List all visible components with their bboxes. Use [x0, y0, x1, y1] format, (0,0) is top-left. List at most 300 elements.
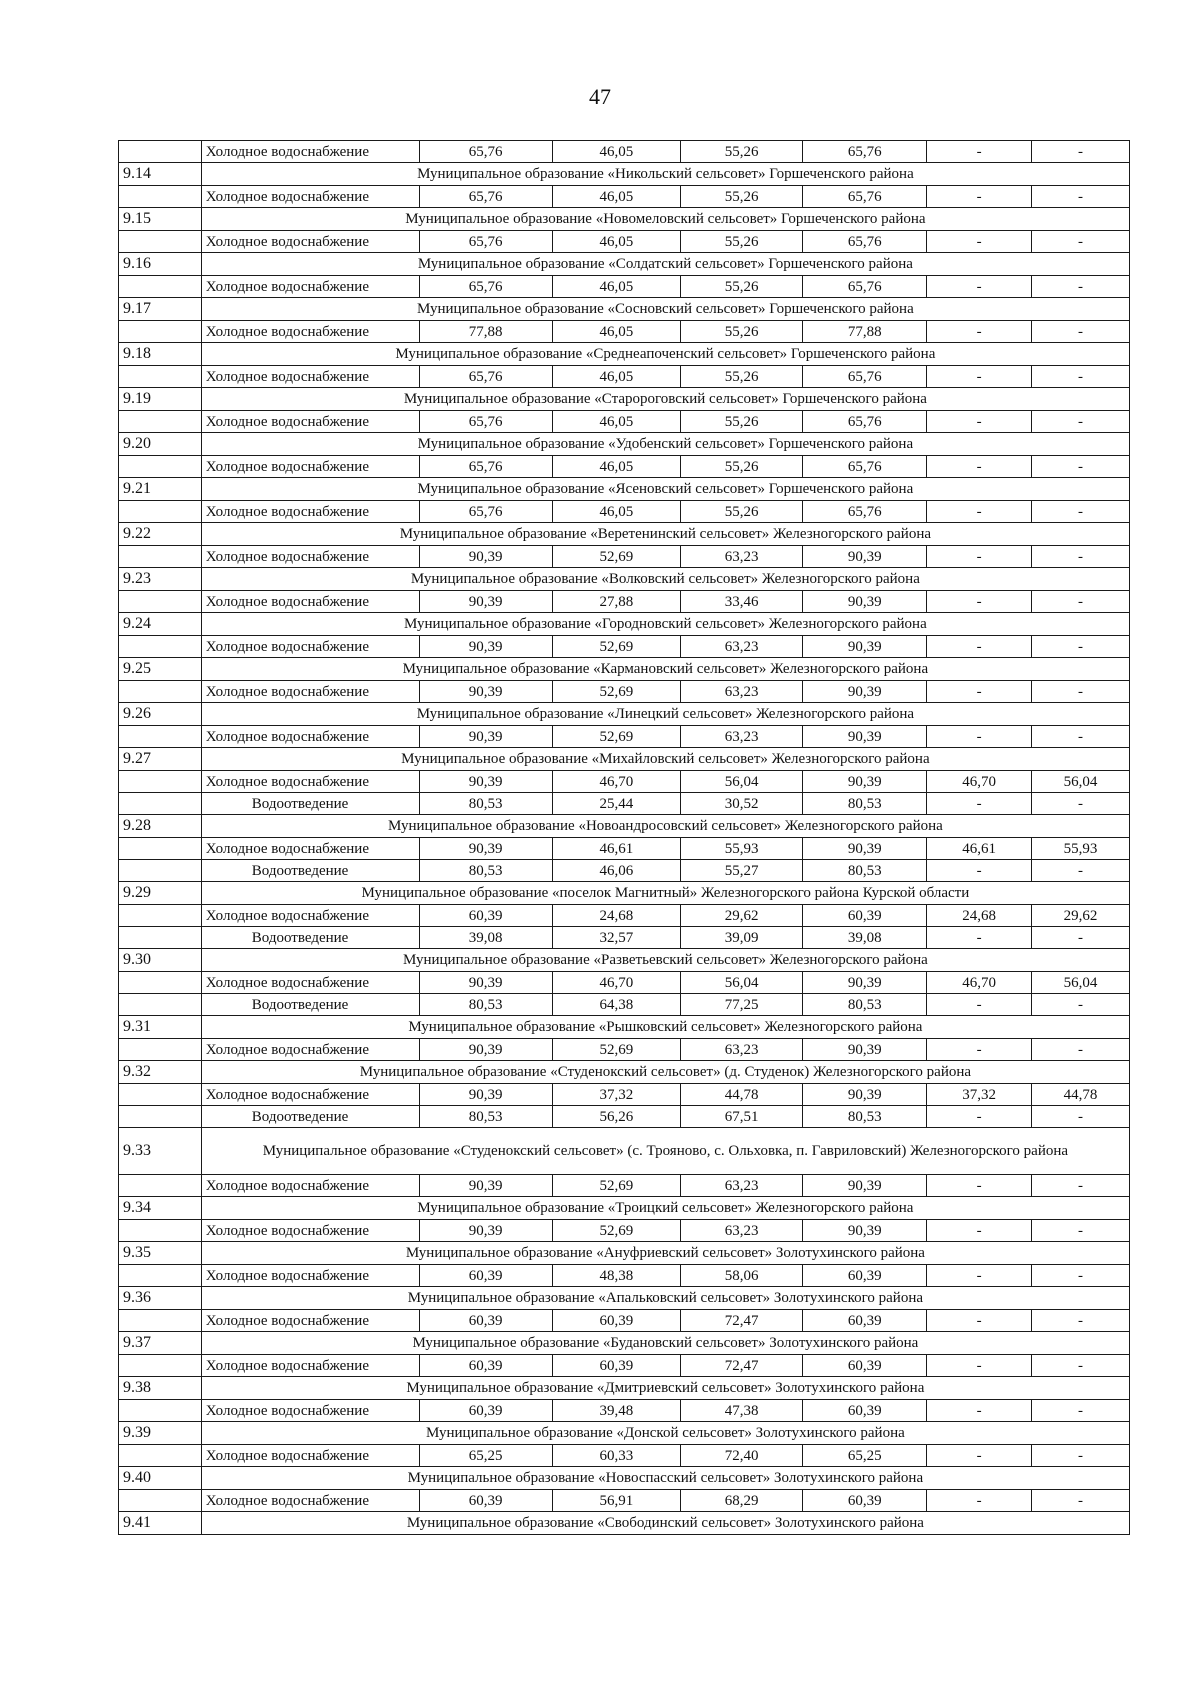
tariff-value: 90,39 — [803, 972, 927, 994]
municipality-title: Муниципальное образование «Студенокский сельсовет» (с. Трояново, с. Ольховка, п. Гавриловский) Железногорского района — [201, 1128, 1129, 1175]
empty-number-cell — [119, 321, 202, 343]
service-label: Холодное водоснабжение — [201, 905, 419, 927]
service-label: Холодное водоснабжение — [201, 636, 419, 658]
tariff-value: 55,26 — [681, 186, 803, 208]
service-label: Холодное водоснабжение — [201, 771, 419, 793]
tariff-value: 60,39 — [803, 905, 927, 927]
tariff-value: 90,39 — [803, 1220, 927, 1242]
tariff-value: - — [1031, 186, 1129, 208]
tariff-value: 90,39 — [419, 636, 552, 658]
tariff-value: 90,39 — [419, 1175, 552, 1197]
item-number: 9.30 — [119, 949, 202, 972]
empty-number-cell — [119, 636, 202, 658]
tariff-value: 48,38 — [552, 1265, 681, 1287]
service-row — [119, 972, 1130, 994]
tariff-value: 80,53 — [419, 994, 552, 1016]
tariff-value: 24,68 — [927, 905, 1032, 927]
tariff-value: 65,76 — [419, 231, 552, 253]
tariff-value: - — [1031, 1220, 1129, 1242]
item-number: 9.33 — [119, 1128, 202, 1175]
municipality-title: Муниципальное образование «Сосновский сельсовет» Горшеченского района — [201, 298, 1129, 321]
tariff-value: - — [927, 1355, 1032, 1377]
item-number: 9.20 — [119, 433, 202, 456]
service-row — [119, 231, 1130, 253]
tariff-value: 60,39 — [803, 1490, 927, 1512]
service-row — [119, 771, 1130, 793]
service-row — [119, 1039, 1130, 1061]
service-row — [119, 681, 1130, 703]
service-label: Холодное водоснабжение — [201, 1490, 419, 1512]
tariff-value: 27,88 — [552, 591, 681, 613]
empty-number-cell — [119, 1355, 202, 1377]
empty-number-cell — [119, 793, 202, 815]
municipality-row — [119, 1242, 1130, 1265]
tariff-value: - — [1031, 1039, 1129, 1061]
tariff-value: 63,23 — [681, 546, 803, 568]
tariff-value: - — [1031, 1355, 1129, 1377]
tariff-value: 90,39 — [419, 546, 552, 568]
tariff-value: 46,06 — [552, 860, 681, 882]
empty-number-cell — [119, 231, 202, 253]
service-row — [119, 411, 1130, 433]
tariff-value: 65,76 — [419, 366, 552, 388]
empty-number-cell — [119, 994, 202, 1016]
empty-number-cell — [119, 1490, 202, 1512]
tariff-value: 37,32 — [927, 1084, 1032, 1106]
tariff-value: 60,39 — [803, 1400, 927, 1422]
service-label: Холодное водоснабжение — [201, 1445, 419, 1467]
item-number: 9.19 — [119, 388, 202, 411]
tariff-value: 58,06 — [681, 1265, 803, 1287]
tariff-value: - — [1031, 636, 1129, 658]
municipality-row — [119, 613, 1130, 636]
tariff-value: 67,51 — [681, 1106, 803, 1128]
tariff-value: 80,53 — [419, 1106, 552, 1128]
tariff-value: 52,69 — [552, 681, 681, 703]
municipality-title: Муниципальное образование «Донской сельсовет» Золотухинского района — [201, 1422, 1129, 1445]
tariff-value: 90,39 — [803, 1084, 927, 1106]
tariff-value: - — [1031, 1445, 1129, 1467]
empty-number-cell — [119, 1220, 202, 1242]
service-row — [119, 1355, 1130, 1377]
service-label: Холодное водоснабжение — [201, 1039, 419, 1061]
service-row — [119, 141, 1130, 163]
tariff-value: - — [927, 411, 1032, 433]
tariff-value: 90,39 — [419, 726, 552, 748]
item-number: 9.31 — [119, 1016, 202, 1039]
item-number: 9.14 — [119, 163, 202, 186]
tariff-value: 90,39 — [803, 771, 927, 793]
service-label: Водоотведение — [201, 927, 419, 949]
tariff-value: 90,39 — [803, 591, 927, 613]
tariff-value: 65,76 — [803, 366, 927, 388]
service-label: Холодное водоснабжение — [201, 838, 419, 860]
tariff-value: 63,23 — [681, 636, 803, 658]
tariff-value: - — [927, 1175, 1032, 1197]
tariff-value: - — [1031, 1310, 1129, 1332]
tariff-value: 65,25 — [803, 1445, 927, 1467]
municipality-title: Муниципальное образование «Свободинский сельсовет» Золотухинского района — [201, 1512, 1129, 1535]
empty-number-cell — [119, 1039, 202, 1061]
empty-number-cell — [119, 591, 202, 613]
service-label: Холодное водоснабжение — [201, 366, 419, 388]
empty-number-cell — [119, 1310, 202, 1332]
municipality-row — [119, 253, 1130, 276]
tariff-value: 46,61 — [552, 838, 681, 860]
tariff-value: 46,05 — [552, 501, 681, 523]
service-label: Водоотведение — [201, 1106, 419, 1128]
tariff-value: - — [927, 1445, 1032, 1467]
municipality-row — [119, 1197, 1130, 1220]
tariff-value: 46,05 — [552, 141, 681, 163]
municipality-title: Муниципальное образование «Новоандросовский сельсовет» Железногорского района — [201, 815, 1129, 838]
tariff-value: 60,39 — [419, 1400, 552, 1422]
tariff-value: - — [927, 321, 1032, 343]
tariff-value: 55,27 — [681, 860, 803, 882]
tariff-value: 65,76 — [419, 411, 552, 433]
empty-number-cell — [119, 456, 202, 478]
service-row — [119, 1310, 1130, 1332]
municipality-row — [119, 568, 1130, 591]
item-number: 9.38 — [119, 1377, 202, 1400]
tariff-value: 55,26 — [681, 366, 803, 388]
tariff-value: 29,62 — [681, 905, 803, 927]
empty-number-cell — [119, 186, 202, 208]
tariff-value: 60,39 — [552, 1310, 681, 1332]
item-number: 9.18 — [119, 343, 202, 366]
municipality-row — [119, 433, 1130, 456]
service-label: Холодное водоснабжение — [201, 591, 419, 613]
tariff-value: 90,39 — [419, 681, 552, 703]
tariff-value: 46,70 — [552, 972, 681, 994]
tariff-value: - — [927, 1490, 1032, 1512]
municipality-title: Муниципальное образование «Веретенинский сельсовет» Железногорского района — [201, 523, 1129, 546]
municipality-row — [119, 523, 1130, 546]
tariff-value: - — [927, 681, 1032, 703]
tariff-value: 65,76 — [803, 276, 927, 298]
service-label: Холодное водоснабжение — [201, 186, 419, 208]
municipality-title: Муниципальное образование «Удобенский сельсовет» Горшеченского района — [201, 433, 1129, 456]
empty-number-cell — [119, 546, 202, 568]
tariff-value: 25,44 — [552, 793, 681, 815]
tariff-value: 55,26 — [681, 276, 803, 298]
empty-number-cell — [119, 681, 202, 703]
tariff-value: 90,39 — [803, 838, 927, 860]
tariff-value: 90,39 — [419, 771, 552, 793]
municipality-row — [119, 478, 1130, 501]
municipality-row — [119, 748, 1130, 771]
item-number: 9.32 — [119, 1061, 202, 1084]
service-row — [119, 994, 1130, 1016]
municipality-title: Муниципальное образование «Городновский сельсовет» Железногорского района — [201, 613, 1129, 636]
tariff-value: 60,39 — [552, 1355, 681, 1377]
tariff-value: 60,33 — [552, 1445, 681, 1467]
empty-number-cell — [119, 927, 202, 949]
tariff-value: - — [927, 726, 1032, 748]
tariff-value: 46,05 — [552, 366, 681, 388]
tariff-value: 90,39 — [803, 1039, 927, 1061]
tariff-value: 90,39 — [419, 972, 552, 994]
service-label: Холодное водоснабжение — [201, 546, 419, 568]
tariff-value: 90,39 — [803, 1175, 927, 1197]
tariff-value: 63,23 — [681, 1175, 803, 1197]
service-row — [119, 1265, 1130, 1287]
tariff-value: 68,29 — [681, 1490, 803, 1512]
tariff-value: 56,04 — [681, 771, 803, 793]
tariff-value: - — [927, 927, 1032, 949]
municipality-row — [119, 658, 1130, 681]
tariff-value: - — [927, 231, 1032, 253]
tariff-value: - — [1031, 456, 1129, 478]
service-label: Холодное водоснабжение — [201, 321, 419, 343]
service-label: Холодное водоснабжение — [201, 1310, 419, 1332]
service-row — [119, 1175, 1130, 1197]
tariff-value: 60,39 — [419, 1490, 552, 1512]
service-row — [119, 456, 1130, 478]
municipality-row — [119, 1061, 1130, 1084]
empty-number-cell — [119, 838, 202, 860]
tariff-value: - — [927, 366, 1032, 388]
tariff-value: 55,26 — [681, 456, 803, 478]
municipality-row — [119, 1512, 1130, 1535]
tariff-value: 60,39 — [419, 1265, 552, 1287]
service-label: Холодное водоснабжение — [201, 501, 419, 523]
service-label: Холодное водоснабжение — [201, 456, 419, 478]
empty-number-cell — [119, 1445, 202, 1467]
tariff-value: 55,93 — [1031, 838, 1129, 860]
tariff-value: 80,53 — [419, 793, 552, 815]
tariff-value: 56,04 — [681, 972, 803, 994]
empty-number-cell — [119, 726, 202, 748]
tariff-value: 77,25 — [681, 994, 803, 1016]
tariff-value: 77,88 — [419, 321, 552, 343]
municipality-title: Муниципальное образование «Разветьевский сельсовет» Железногорского района — [201, 949, 1129, 972]
empty-number-cell — [119, 1106, 202, 1128]
item-number: 9.39 — [119, 1422, 202, 1445]
municipality-title: Муниципальное образование «Ясеновский сельсовет» Горшеченского района — [201, 478, 1129, 501]
municipality-row — [119, 1377, 1130, 1400]
municipality-title: Муниципальное образование «Линецкий сельсовет» Железногорского района — [201, 703, 1129, 726]
municipality-row — [119, 298, 1130, 321]
service-row — [119, 186, 1130, 208]
item-number: 9.24 — [119, 613, 202, 636]
item-number: 9.25 — [119, 658, 202, 681]
service-row — [119, 860, 1130, 882]
municipality-title: Муниципальное образование «Рышковский сельсовет» Железногорского района — [201, 1016, 1129, 1039]
tariff-value: 65,76 — [419, 456, 552, 478]
tariff-value: - — [1031, 1175, 1129, 1197]
tariff-value: - — [1031, 1265, 1129, 1287]
tariff-value: - — [1031, 366, 1129, 388]
tariff-value: - — [1031, 860, 1129, 882]
tariff-value: 65,76 — [803, 231, 927, 253]
tariff-value: 65,25 — [419, 1445, 552, 1467]
tariff-value: - — [927, 1310, 1032, 1332]
tariff-value: - — [927, 1265, 1032, 1287]
tariff-value: 90,39 — [803, 726, 927, 748]
service-row — [119, 276, 1130, 298]
item-number: 9.16 — [119, 253, 202, 276]
tariff-value: 65,76 — [419, 501, 552, 523]
tariff-value: 65,76 — [803, 501, 927, 523]
tariff-value: 24,68 — [552, 905, 681, 927]
tariff-value: 46,05 — [552, 276, 681, 298]
table-body — [119, 141, 1130, 1535]
item-number: 9.40 — [119, 1467, 202, 1490]
municipality-title: Муниципальное образование «Студенокский сельсовет» (д. Студенок) Железногорского района — [201, 1061, 1129, 1084]
empty-number-cell — [119, 411, 202, 433]
tariff-value: 90,39 — [419, 591, 552, 613]
tariff-value: - — [927, 793, 1032, 815]
tariff-value: 63,23 — [681, 1039, 803, 1061]
empty-number-cell — [119, 1084, 202, 1106]
tariff-value: 77,88 — [803, 321, 927, 343]
tariff-value: 46,70 — [927, 771, 1032, 793]
tariff-value: - — [927, 1220, 1032, 1242]
tariff-value: - — [1031, 681, 1129, 703]
tariff-value: 80,53 — [419, 860, 552, 882]
item-number: 9.41 — [119, 1512, 202, 1535]
empty-number-cell — [119, 771, 202, 793]
tariff-value: 32,57 — [552, 927, 681, 949]
tariff-value: 56,91 — [552, 1490, 681, 1512]
tariff-value: 46,70 — [552, 771, 681, 793]
municipality-row — [119, 1287, 1130, 1310]
tariff-value: 63,23 — [681, 681, 803, 703]
tariff-value: 80,53 — [803, 994, 927, 1016]
tariff-value: 90,39 — [419, 1220, 552, 1242]
tariff-value: 65,76 — [803, 411, 927, 433]
tariff-value: - — [927, 501, 1032, 523]
tariff-value: - — [927, 1400, 1032, 1422]
tariff-value: 55,26 — [681, 141, 803, 163]
tariff-value: 37,32 — [552, 1084, 681, 1106]
tariff-value: - — [1031, 591, 1129, 613]
tariff-value: 60,39 — [803, 1265, 927, 1287]
tariff-value: - — [927, 276, 1032, 298]
tariff-value: 46,05 — [552, 231, 681, 253]
service-label: Холодное водоснабжение — [201, 1355, 419, 1377]
tariff-value: 55,93 — [681, 838, 803, 860]
municipality-row — [119, 1332, 1130, 1355]
tariff-value: 60,39 — [419, 905, 552, 927]
tariff-value: 29,62 — [1031, 905, 1129, 927]
tariff-value: 72,47 — [681, 1310, 803, 1332]
tariff-value: - — [1031, 994, 1129, 1016]
municipality-title: Муниципальное образование «Апальковский сельсовет» Золотухинского района — [201, 1287, 1129, 1310]
tariff-value: 52,69 — [552, 546, 681, 568]
tariff-value: 90,39 — [419, 1039, 552, 1061]
service-row — [119, 927, 1130, 949]
service-row — [119, 636, 1130, 658]
municipality-row — [119, 949, 1130, 972]
service-row — [119, 1400, 1130, 1422]
tariff-value: 56,26 — [552, 1106, 681, 1128]
tariff-value: 55,26 — [681, 501, 803, 523]
tariff-value: - — [1031, 927, 1129, 949]
tariff-value: 80,53 — [803, 860, 927, 882]
tariff-value: 56,04 — [1031, 972, 1129, 994]
tariff-value: - — [1031, 726, 1129, 748]
tariff-value: 44,78 — [681, 1084, 803, 1106]
item-number: 9.37 — [119, 1332, 202, 1355]
municipality-row — [119, 1467, 1130, 1490]
service-label: Холодное водоснабжение — [201, 411, 419, 433]
municipality-row — [119, 882, 1130, 905]
empty-number-cell — [119, 1265, 202, 1287]
tariff-value: 30,52 — [681, 793, 803, 815]
page-number: 47 — [589, 84, 611, 109]
tariff-value: 46,05 — [552, 186, 681, 208]
service-row — [119, 591, 1130, 613]
municipality-row — [119, 388, 1130, 411]
tariff-value: 44,78 — [1031, 1084, 1129, 1106]
tariff-value: 64,38 — [552, 994, 681, 1016]
tariff-value: 90,39 — [803, 681, 927, 703]
tariff-value: 72,47 — [681, 1355, 803, 1377]
tariff-value: 90,39 — [803, 636, 927, 658]
municipality-row — [119, 1128, 1130, 1175]
empty-number-cell — [119, 860, 202, 882]
tariff-value: 52,69 — [552, 1175, 681, 1197]
tariff-value: 65,76 — [803, 186, 927, 208]
service-row — [119, 366, 1130, 388]
municipality-title: Муниципальное образование «Михайловский сельсовет» Железногорского района — [201, 748, 1129, 771]
item-number: 9.27 — [119, 748, 202, 771]
tariff-value: - — [1031, 546, 1129, 568]
service-row — [119, 838, 1130, 860]
item-number: 9.34 — [119, 1197, 202, 1220]
tariff-value: - — [927, 860, 1032, 882]
tariff-value: 65,76 — [419, 276, 552, 298]
tariff-value: 80,53 — [803, 793, 927, 815]
item-number: 9.35 — [119, 1242, 202, 1265]
empty-number-cell — [119, 905, 202, 927]
service-label: Холодное водоснабжение — [201, 1400, 419, 1422]
municipality-row — [119, 703, 1130, 726]
service-label: Холодное водоснабжение — [201, 1220, 419, 1242]
service-row — [119, 321, 1130, 343]
tariff-value: 55,26 — [681, 411, 803, 433]
tariff-value: - — [927, 1106, 1032, 1128]
service-label: Холодное водоснабжение — [201, 1175, 419, 1197]
service-label: Холодное водоснабжение — [201, 972, 419, 994]
tariff-value: 39,48 — [552, 1400, 681, 1422]
municipality-title: Муниципальное образование «Троицкий сельсовет» Железногорского района — [201, 1197, 1129, 1220]
tariff-value: - — [1031, 501, 1129, 523]
tariff-value: 33,46 — [681, 591, 803, 613]
empty-number-cell — [119, 366, 202, 388]
item-number: 9.36 — [119, 1287, 202, 1310]
service-label: Водоотведение — [201, 793, 419, 815]
item-number: 9.22 — [119, 523, 202, 546]
municipality-title: Муниципальное образование «Никольский сельсовет» Горшеченского района — [201, 163, 1129, 186]
service-label: Водоотведение — [201, 994, 419, 1016]
tariff-value: - — [927, 186, 1032, 208]
tariff-value: 46,05 — [552, 456, 681, 478]
service-row — [119, 1445, 1130, 1467]
municipality-title: Муниципальное образование «Среднеапоченский сельсовет» Горшеченского района — [201, 343, 1129, 366]
service-row — [119, 726, 1130, 748]
tariff-value: 65,76 — [419, 141, 552, 163]
service-row — [119, 1084, 1130, 1106]
item-number: 9.26 — [119, 703, 202, 726]
item-number: 9.17 — [119, 298, 202, 321]
empty-number-cell — [119, 1400, 202, 1422]
tariff-value: - — [927, 141, 1032, 163]
municipality-title: Муниципальное образование «Новомеловский сельсовет» Горшеченского района — [201, 208, 1129, 231]
tariff-value: 39,08 — [419, 927, 552, 949]
